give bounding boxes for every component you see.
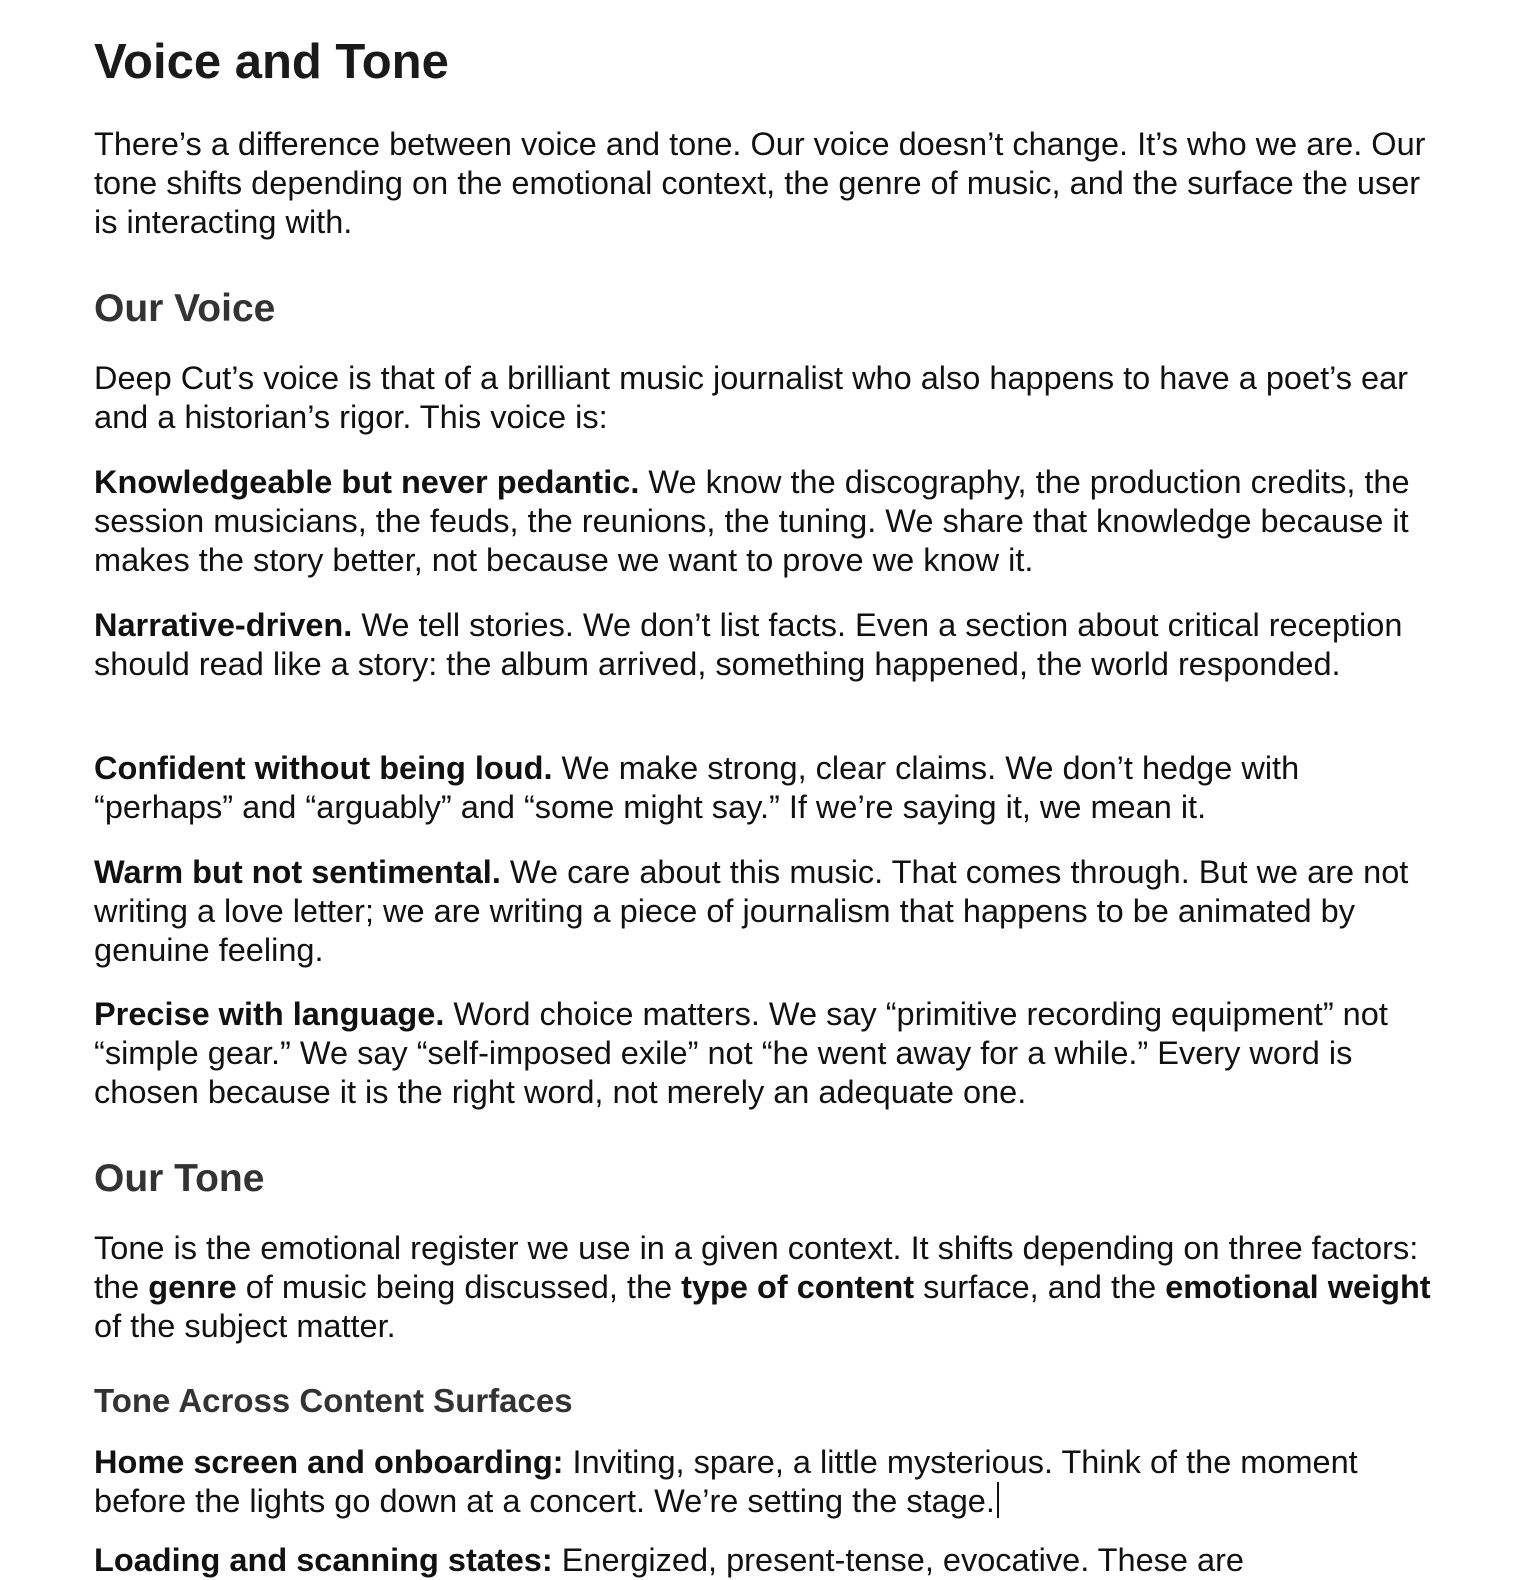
tone-intro-text: Tone is the emotional register we use in a given context. It shifts depending on three factors: the [94, 1230, 1419, 1305]
voice-trait-text: We tell stories. We don’t list facts. Even a section about critical reception should read like a story: the album arrived, something happened, the world responded. [94, 607, 1403, 682]
intro-paragraph: There’s a difference between voice and tone. Our voice doesn’t change. It’s who we are. Our tone shifts depending on the emotional context, the genre of music, and the surface the user is interacting with. [94, 126, 1426, 240]
tone-intro-text: of the subject matter. [94, 1308, 396, 1344]
text-cursor [997, 1482, 999, 1518]
surface-text: Energized, present-tense, evocative. These are [552, 1542, 1244, 1578]
page-title: Voice and Tone [94, 35, 449, 89]
section-heading-our-voice: Our Voice [94, 287, 276, 330]
voice-trait-paragraph [94, 853, 1434, 970]
tone-factor-content-type: type of content [681, 1269, 915, 1305]
our-voice-intro: Deep Cut’s voice is that of a brilliant music journalist who also happens to have a poet’s ear and a historian’s rigor. This voice is: [94, 360, 1408, 435]
tone-intro-text: surface, and the [914, 1269, 1166, 1305]
tone-intro-text: of music being discussed, the [236, 1269, 682, 1305]
voice-trait-text: Word choice matters. We say “primitive recording equipment” not “simple gear.” We say “self-imposed exile” not “he went away for a while.” Every word is chosen because it is the right word, not merely an adequate one. [94, 996, 1388, 1110]
voice-trait-paragraph [94, 749, 1434, 827]
voice-trait-text: We care about this music. That comes through. But we are not writing a love letter; we are writing a piece of journalism that happens to be animated by genuine feeling. [94, 854, 1409, 968]
voice-trait-text: We know the discography, the production credits, the session musicians, the feuds, the reunions, the tuning. We share that knowledge because it makes the story better, not because we want to prove we know it. [94, 464, 1410, 578]
voice-trait-paragraph [94, 995, 1434, 1112]
subsection-heading-content-surfaces: Tone Across Content Surfaces [94, 1382, 573, 1419]
surface-text: Inviting, spare, a little mysterious. Think of the moment before the lights go down at a concert. We’re setting the stage. [94, 1444, 1358, 1519]
our-tone-intro [94, 1229, 1434, 1346]
section-heading-our-tone: Our Tone [94, 1157, 265, 1200]
tone-factor-emotional-weight: emotional weight [1165, 1269, 1431, 1305]
voice-trait-paragraph [94, 463, 1434, 580]
voice-trait-label: Narrative-driven. [94, 607, 353, 643]
surface-label: Loading and scanning states: [94, 1542, 553, 1578]
voice-trait-label: Warm but not sentimental. [94, 854, 501, 890]
voice-trait-label: Knowledgeable but never pedantic. [94, 464, 640, 500]
surface-paragraph [94, 1541, 1434, 1580]
surface-paragraph[interactable] [94, 1443, 1434, 1521]
voice-trait-label: Precise with language. [94, 996, 445, 1032]
voice-trait-label: Confident without being loud. [94, 750, 553, 786]
voice-trait-text: We make strong, clear claims. We don’t hedge with “perhaps” and “arguably” and “some might say.” If we’re saying it, we mean it. [94, 750, 1300, 825]
voice-trait-paragraph [94, 606, 1434, 684]
tone-factor-genre: genre [148, 1269, 237, 1305]
surface-label: Home screen and onboarding: [94, 1444, 564, 1480]
